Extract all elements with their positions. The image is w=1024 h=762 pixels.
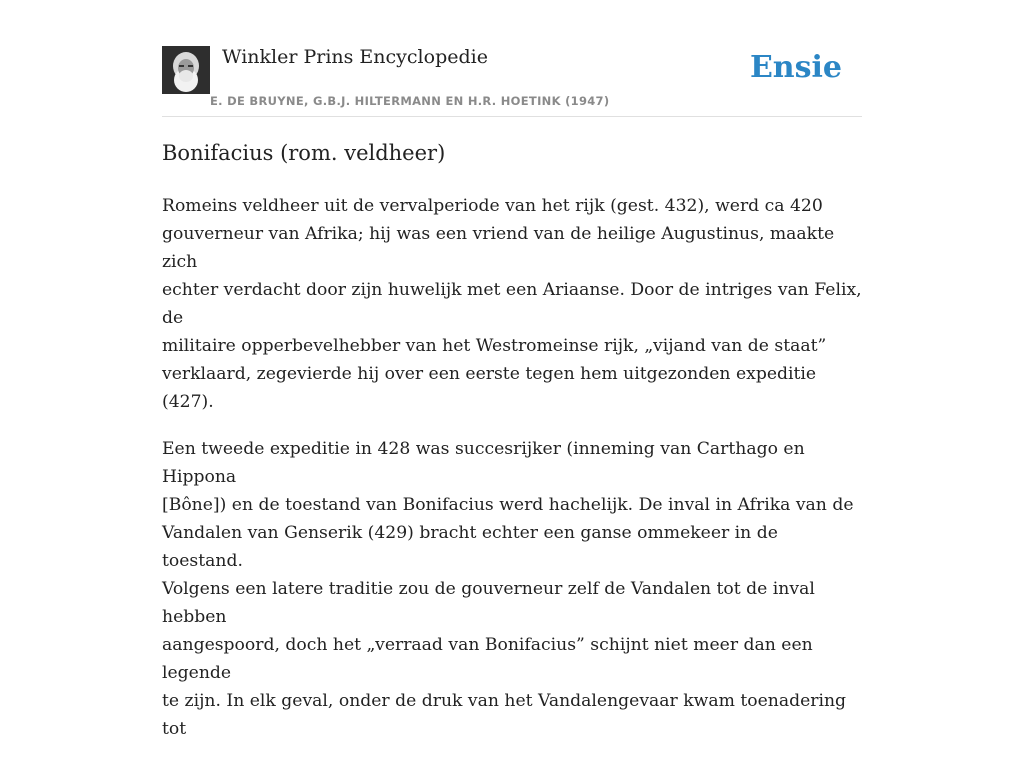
authors-line: E. DE BRUYNE, G.B.J. HILTERMANN EN H.R. HOETINK (1947) <box>210 94 610 108</box>
header <box>162 0 862 117</box>
brand-logo[interactable]: Ensie <box>749 50 842 85</box>
site-name[interactable]: Winkler Prins Encyclopedie <box>222 46 488 68</box>
portrait-photo-icon <box>162 46 210 94</box>
paragraph: Romeins veldheer uit de vervalperiode van het rijk (gest. 432), werd ca 420 gouverneur van Afrika; hij was een vriend van de heilige Augustinus, maakte zich echter verdacht door zijn huwelijk met een Ariaanse. Door de intriges van Felix, de militaire opperbevelhebber van het Westromeinse rijk, „vijand van de staat” verklaard, zegevierde hij over een eerste tegen hem uitgezonden expeditie (427). <box>162 196 862 412</box>
page <box>162 0 862 739</box>
avatar[interactable] <box>162 46 210 94</box>
article-body <box>162 192 862 762</box>
article-title: Bonifacius (rom. veldheer) <box>162 141 446 165</box>
paragraph: Een tweede expeditie in 428 was succesrijker (inneming van Carthago en Hippona [Bône]) en de toestand van Bonifacius werd hachelijk. De inval in Afrika van de Vandalen van Genserik (429) bracht echter een ganse ommekeer in de toestand. Volgens een latere traditie zou de gouverneur zelf de Vandalen tot de inval hebben aangespoord, doch het „verraad van Bonifacius” schijnt niet meer dan een legende te zijn. In elk geval, onder de druk van het Vandalengevaar kwam toenadering tot <box>162 439 854 739</box>
